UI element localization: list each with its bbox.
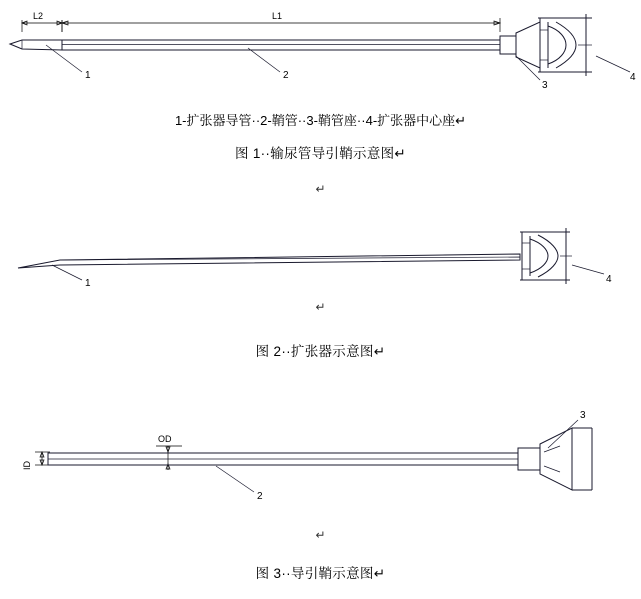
figure-2-caption: 图 2··扩张器示意图↵ bbox=[255, 344, 386, 359]
callout-3-label-fig3: 3 bbox=[580, 410, 586, 421]
sheath-hub-shape bbox=[500, 22, 540, 68]
figure-3-drawing bbox=[0, 400, 641, 510]
dilator-catheter-shape bbox=[18, 254, 520, 268]
callout-2 bbox=[248, 48, 289, 81]
dilator-hub-shape-2 bbox=[520, 228, 572, 284]
dimension-ID bbox=[22, 452, 50, 470]
paragraph-mark-2: ↵ bbox=[315, 300, 326, 314]
dilator-tip-shape bbox=[10, 40, 62, 50]
figure-1-caption: 图 1··输尿管导引鞘示意图↵ bbox=[234, 146, 407, 161]
paragraph-mark-3: ↵ bbox=[315, 528, 326, 542]
sheath-tube-shape-3 bbox=[48, 453, 518, 465]
figure-2-svg bbox=[0, 210, 641, 300]
sheath-hub-shape-3 bbox=[518, 428, 592, 490]
callout-4 bbox=[596, 56, 636, 83]
callout-4-label-fig2: 4 bbox=[606, 274, 612, 285]
dimension-L2 bbox=[22, 11, 62, 32]
figure-3-svg bbox=[0, 400, 641, 510]
callout-1-label-fig2: 1 bbox=[85, 278, 91, 289]
dimension-ID-label: ID bbox=[22, 461, 32, 470]
figure-1-drawing bbox=[0, 0, 641, 100]
dimension-L2-label: L2 bbox=[33, 11, 44, 21]
callout-4-label: 4 bbox=[630, 72, 636, 83]
sheath-tube-shape bbox=[62, 40, 500, 50]
callout-2-label-fig3: 2 bbox=[257, 491, 263, 502]
callout-1-fig2 bbox=[52, 265, 91, 289]
figure-2-drawing bbox=[0, 210, 641, 300]
callout-2-label: 2 bbox=[283, 70, 289, 81]
dilator-hub-shape bbox=[538, 14, 592, 76]
callout-1-label: 1 bbox=[85, 70, 91, 81]
figure-1-legend: 1-扩张器导管··2-鞘管··3-鞘管座··4-扩张器中心座↵ bbox=[174, 113, 467, 128]
dimension-OD-label: OD bbox=[158, 434, 172, 444]
callout-2-fig3 bbox=[216, 466, 263, 502]
callout-3-fig3 bbox=[548, 410, 586, 448]
figure-1-svg bbox=[0, 0, 641, 100]
dimension-L1 bbox=[62, 11, 500, 32]
callout-3 bbox=[516, 56, 548, 91]
dimension-L1-label: L1 bbox=[272, 11, 283, 21]
callout-4-fig2 bbox=[572, 265, 612, 285]
paragraph-mark-1: ↵ bbox=[315, 182, 326, 196]
figure-3-caption: 图 3··导引鞘示意图↵ bbox=[255, 566, 386, 581]
callout-3-label: 3 bbox=[542, 80, 548, 91]
